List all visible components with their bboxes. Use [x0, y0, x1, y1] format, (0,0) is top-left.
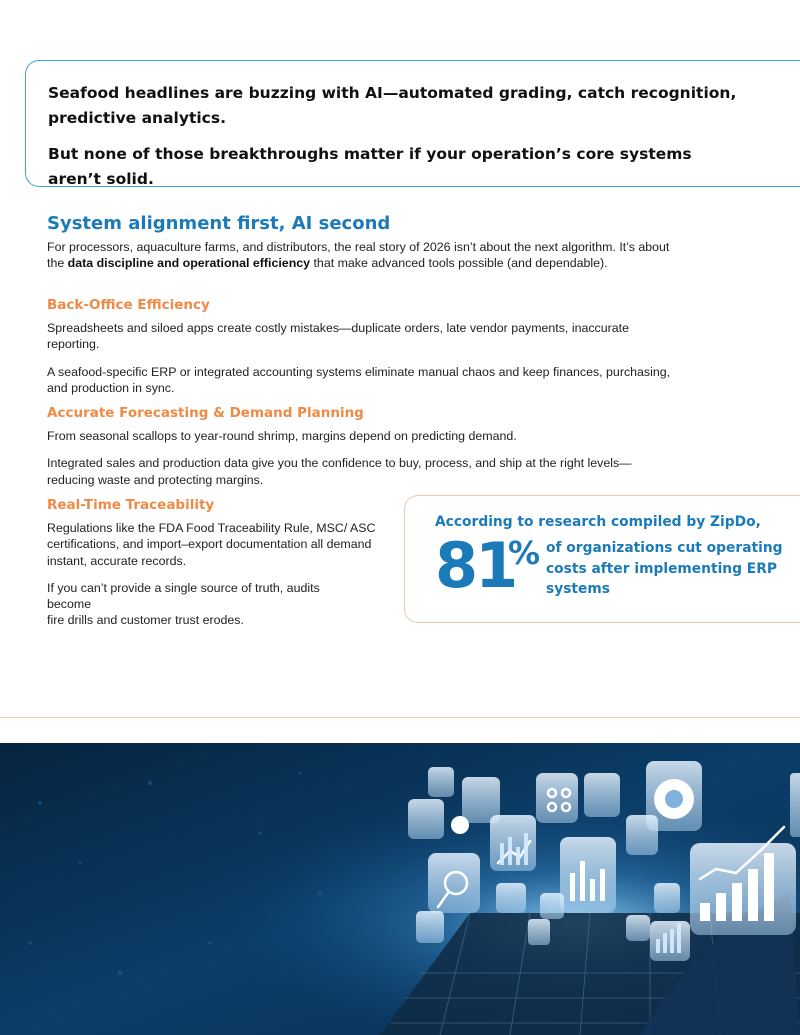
traceability-p1: Regulations like the FDA Food Traceability Rule, MSC/ ASC certifications, and import–export documentation all demand instant, accurate records.	[47, 521, 376, 568]
back-office-p2: A seafood-specific ERP or integrated accounting systems eliminate manual chaos and keep finances, purchasing, and production in sync.	[47, 364, 671, 395]
stat-callout	[404, 495, 800, 623]
intro-line-2: But none of those breakthroughs matter if your operation’s core systems aren’t solid.	[48, 145, 692, 188]
section-divider	[0, 717, 800, 718]
section-title: System alignment first, AI second	[47, 213, 391, 234]
forecasting-p2: Integrated sales and production data give you the confidence to buy, process, and ship at the right levels—reducing waste and protecting margins.	[47, 456, 632, 487]
traceability-p2b: fire drills and customer trust erodes.	[47, 613, 244, 628]
intro-paragraph-start: For processors, aquaculture farms, and distributors, the real story of 2026 isn’t about the next algorithm. It’s about the	[47, 240, 670, 271]
back-office-heading: Back-Office Efficiency	[47, 297, 210, 313]
traceability-section	[47, 495, 387, 629]
stat-percent-sign: %	[508, 534, 541, 572]
hero-image	[0, 743, 800, 1035]
stat-description: of organizations cut operating costs after implementing ERP systems	[546, 540, 783, 597]
intro-line-1: Seafood headlines are buzzing with AI—automated grading, catch recognition, predictive analytics.	[48, 84, 737, 127]
stat-number: 81	[435, 529, 516, 602]
forecasting-heading: Accurate Forecasting & Demand Planning	[47, 405, 364, 421]
traceability-p2a: If you can’t provide a single source of truth, audits become	[47, 580, 320, 612]
forecasting-section	[47, 403, 647, 488]
intro-paragraph	[47, 239, 677, 272]
back-office-section	[47, 295, 677, 396]
hero-illustration	[0, 743, 800, 1035]
forecasting-p1: From seasonal scallops to year-round shrimp, margins depend on predicting demand.	[47, 429, 517, 443]
intro-paragraph-end: that make advanced tools possible (and dependable).	[310, 256, 608, 271]
intro-paragraph-bold: data discipline and operational efficiency	[67, 256, 311, 271]
back-office-p1: Spreadsheets and siloed apps create costly mistakes—duplicate orders, late vendor payments, inaccurate reporting.	[47, 321, 629, 352]
traceability-heading: Real-Time Traceability	[47, 497, 215, 513]
stat-heading: According to research compiled by ZipDo,	[435, 514, 761, 530]
main-section	[47, 212, 677, 272]
intro-callout	[25, 60, 800, 187]
